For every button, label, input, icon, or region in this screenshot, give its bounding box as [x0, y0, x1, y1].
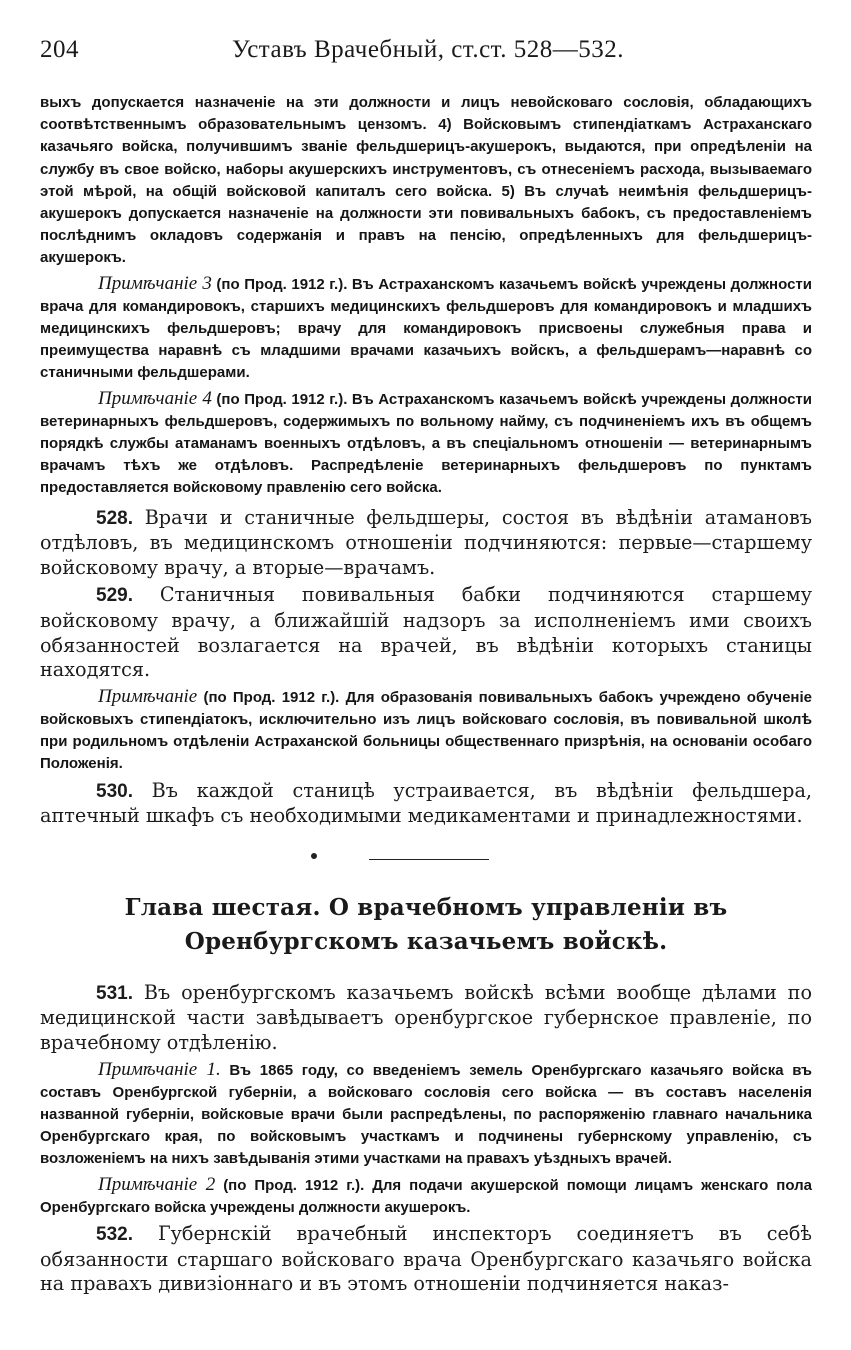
article-528	[40, 506, 812, 581]
running-title: Уставъ Врачебный, ст.ст. 528—532.	[232, 36, 624, 63]
page-body	[40, 92, 812, 1297]
article-530	[40, 779, 812, 829]
divider-dot	[311, 853, 317, 859]
article-text: Станичныя повивальныя бабки подчиняются старшему войсковому врачу, а ближайшій надзоръ за исполненіемъ ими своихъ обязанностей возлагается на врачей, въ вѣдѣніи которыхъ станицы находятся.	[40, 583, 812, 682]
article-text: Губернскій врачебный инспекторъ соединяетъ въ себѣ обязанности старшаго войсковаго врача Оренбургскаго казачьяго войска на правахъ дивизіоннаго и въ этомъ отношеніи подчиняется наказ-	[40, 1222, 812, 1296]
note-text: Въ 1865 году, со введеніемъ земель Оренбургскаго казачьяго войска въ составъ Оренбургской губерніи, а войсковаго сословія сего войска — въ составъ населенія названной губерніи, войсковые врачи были распредѣлены, по распоряженію главнаго начальника Оренбургскаго края, по войсковымъ участкамъ и подчинены губернскому управленію, съ возложеніемъ на нихъ завѣдыванія этими участками на правахъ уѣздныхъ врачей.	[40, 1061, 812, 1168]
note-label: Примѣчаніе 2	[98, 1173, 216, 1195]
article-text: Врачи и станичные фельдшеры, состоя въ вѣдѣніи атамановъ отдѣловъ, въ медицинскомъ отношеніи подчиняются: первые—старшему войсковому врачу, а вторые—врачамъ.	[40, 505, 812, 579]
article-532	[40, 1222, 812, 1297]
note-text: (по Прод. 1912 г.). Для образованія повивальныхъ бабокъ учреждено обученіе войсковыхъ стипендіатокъ, исключительно изъ лицъ войсковаго сословія, въ повивальной школѣ при родильномъ отдѣленіи Астраханской больницы общественнаго призрѣнія, на основаніи особаго Положенія.	[40, 688, 812, 773]
page-number: 204	[40, 36, 79, 63]
note-text: (по Прод. 1912 г.). Въ Астраханскомъ казачьемъ войскѣ учреждены должности врача для командировокъ, старшихъ медицинскихъ фельдшеровъ для командировокъ и младшихъ медицинскихъ фельдшеровъ; врачу для командировокъ присвоены служебныя права и преимущества наравнѣ съ младшими врачами казачьихъ войскъ, а фельдшерамъ—наравнѣ со станичными фельдшерами.	[40, 275, 812, 382]
article-531	[40, 981, 812, 1056]
article-529	[40, 583, 812, 682]
section-divider	[40, 829, 812, 891]
note-label: Примѣчаніе 3	[98, 272, 212, 294]
article-number: 531.	[96, 982, 133, 1004]
chapter-heading: Глава шестая. О врачебномъ управленіи въ Оренбургскомъ казачьемъ войскѣ.	[124, 893, 728, 955]
article-number: 529.	[96, 585, 133, 607]
note-label: Примѣчаніе 4	[98, 387, 212, 409]
article-number: 528.	[96, 507, 133, 529]
note-label: Примѣчаніе 1.	[98, 1058, 221, 1080]
paragraph-continuation: выхъ допускается назначеніе на эти должности и лицъ невойсковаго сословія, обладающихъ соотвѣтственнымъ образовательнымъ цензомъ. 4) Войсковымъ стипендіаткамъ Астраханскаго казачьяго войска, получившимъ званіе фельдшерицъ-акушерокъ, выдаются, при опредѣленіи на службу въ свое войско, наборы акушерскихъ инструментовъ, съ отнесеніемъ расхода, вызываемаго этой мѣрой, на общій войсковой капиталъ сего войска. 5) Въ случаѣ неимѣнія фельдшерицъ-акушерокъ допускается назначеніе на должности эти повивальныхъ бабокъ, съ предоставленіемъ послѣднимъ окладовъ содержанія и правъ на пенсію, опредѣленныхъ для фельдшерицъ-акушерокъ.	[40, 94, 812, 267]
article-text: Въ каждой станицѣ устраивается, въ вѣдѣніи фельдшера, аптечный шкафъ съ необходимыми медикаментами и принадлежностями.	[40, 778, 812, 828]
note-531-2	[40, 1174, 812, 1219]
note-531-1	[40, 1059, 812, 1171]
page-header	[40, 36, 810, 70]
note-3	[40, 273, 812, 385]
divider-rule	[369, 859, 489, 860]
note-4	[40, 388, 812, 500]
note-text: (по Прод. 1912 г.). Для подачи акушерской помощи лицамъ женскаго пола Оренбургскаго войска учреждены должности акушерокъ.	[40, 1176, 812, 1216]
article-text: Въ оренбургскомъ казачьемъ войскѣ всѣми вообще дѣлами по медицинской части завѣдываетъ оренбургское губернское правленіе, по врачебному отдѣленію.	[40, 980, 812, 1054]
note-529	[40, 686, 812, 776]
article-number: 530.	[96, 780, 133, 802]
article-number: 532.	[96, 1224, 133, 1246]
note-label: Примѣчаніе	[98, 685, 198, 707]
note-text: (по Прод. 1912 г.). Въ Астраханскомъ казачьемъ войскѣ учреждены должности ветеринарныхъ фельдшеровъ, содержимыхъ по вольному найму, съ подчиненіемъ ихъ въ общемъ порядкѣ службы атаманамъ военныхъ отдѣловъ, а въ спеціальномъ отношеніи — ветеринарнымъ врачамъ тѣхъ же отдѣловъ. Распредѣленіе ветеринарныхъ фельдшеровъ по пунктамъ предоставляется войсковому правленію сего войска.	[40, 390, 812, 497]
